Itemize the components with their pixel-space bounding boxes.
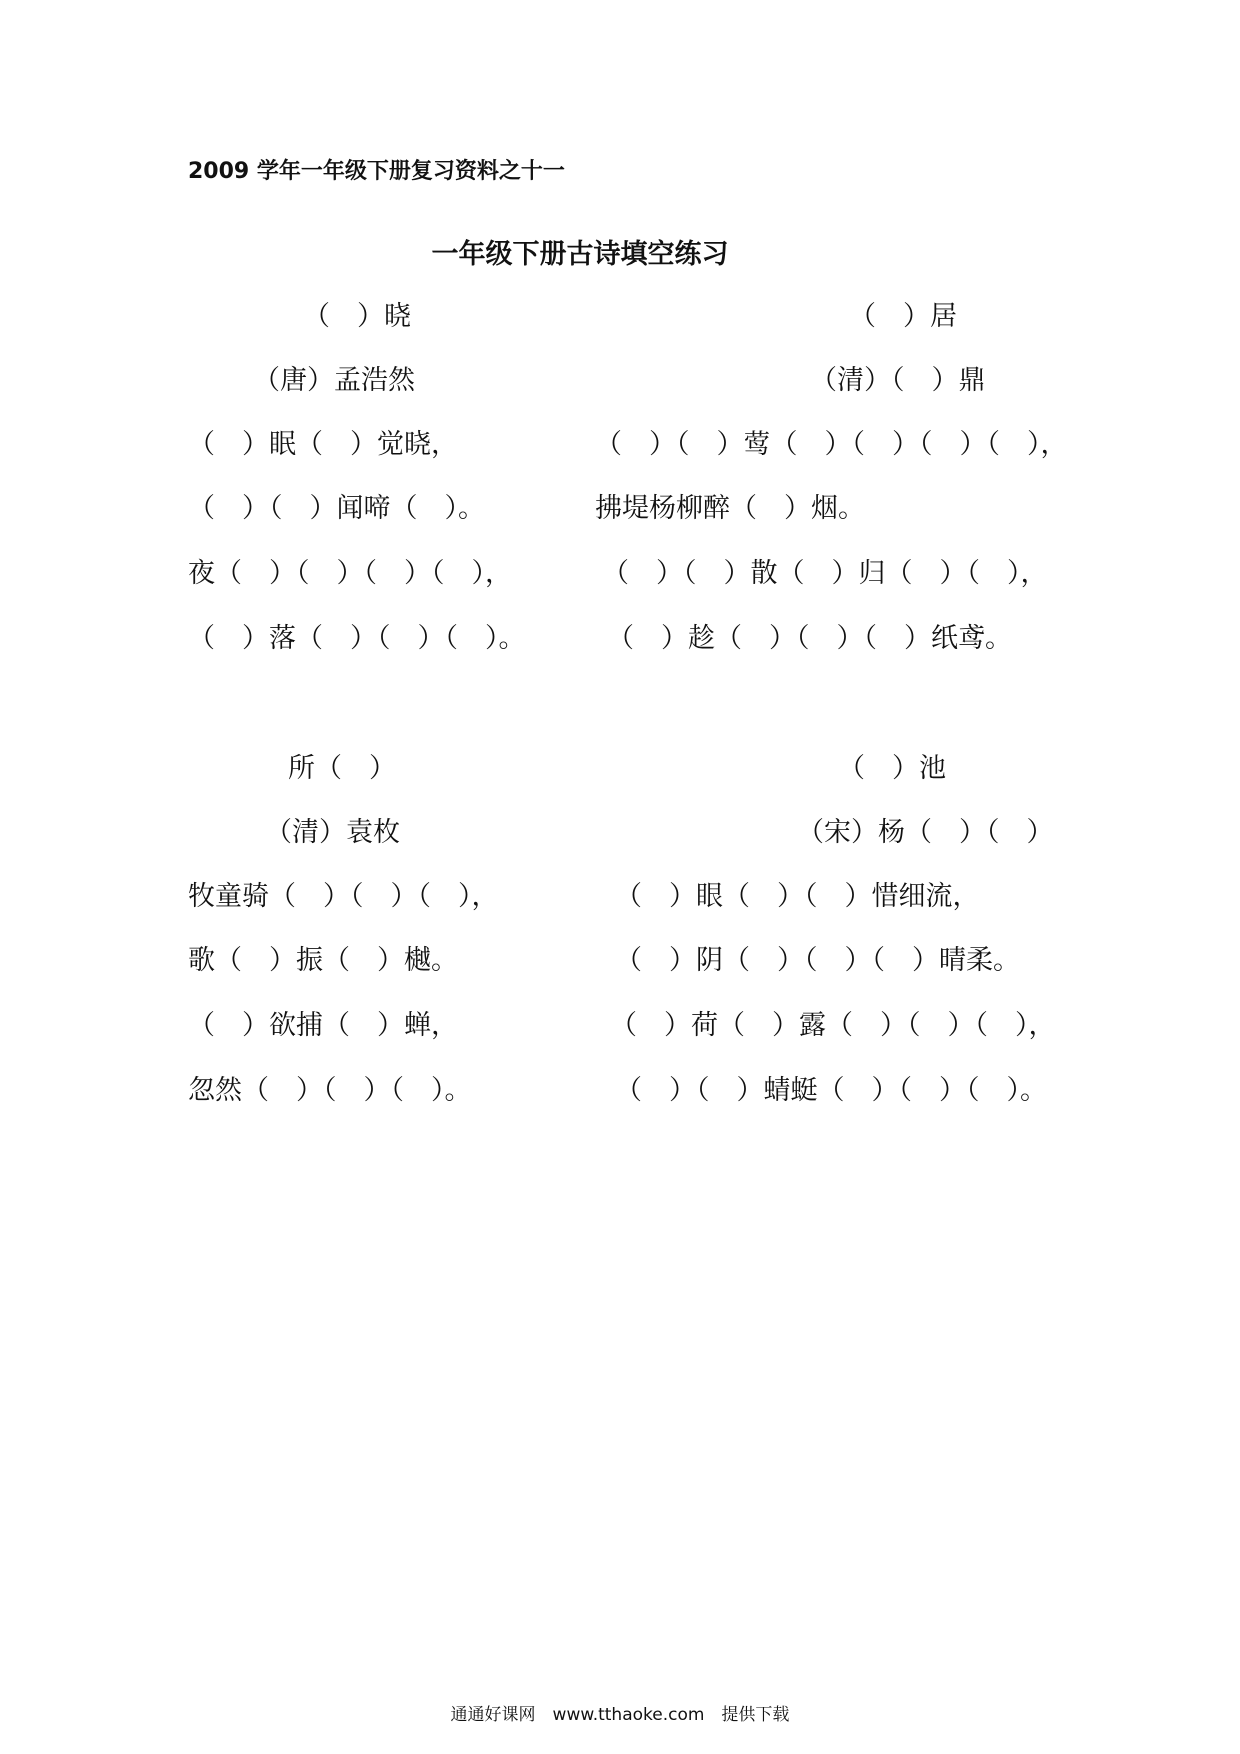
poem-line: （ ）（ ）蜻蜓（ ）（ ）（ ）。 [615,1075,1047,1106]
poem-line: （ ）眠（ ）觉晓， [188,429,458,460]
poem-title: （ ）池 [838,753,946,784]
poem-line: （ ）（ ）散（ ）归（ ）（ ）， [602,558,1048,589]
poem-line: 牧童骑（ ）（ ）（ ）， [188,881,499,912]
poem-title: 所（ ） [288,753,396,784]
page-footer: 通通好课网 www.tthaoke.com 提供下载 [450,1705,790,1725]
poem-line: （ ）眼（ ）（ ）惜细流， [615,881,980,912]
poem-author: （清）袁枚 [265,817,400,848]
poem-line: 夜（ ）（ ）（ ）（ ）， [188,558,512,589]
worksheet-title: 一年级下册古诗填空练习 [431,239,729,270]
poem-author: （清）（ ）鼎 [810,365,986,396]
poem-line: （ ）阴（ ）（ ）（ ）晴柔。 [615,945,1020,976]
poem-line: （ ）荷（ ）露（ ）（ ）（ ）， [610,1010,1056,1041]
poem-title: （ ）居 [849,301,957,332]
poem-line: 拂堤杨柳醉（ ）烟。 [595,493,865,524]
poem-line: （ ）（ ）莺（ ）（ ）（ ）（ ）， [595,429,1068,460]
poem-line: （ ）趁（ ）（ ）（ ）纸鸢。 [607,623,1012,654]
poem-line: （ ）落（ ）（ ）（ ）。 [188,623,526,654]
poem-line: （ ）欲捕（ ）蝉， [188,1010,458,1041]
poem-author: （宋）杨（ ）（ ） [797,817,1054,848]
poem-line: 歌（ ）振（ ）樾。 [188,945,458,976]
poem-author: （唐）孟浩然 [253,365,415,396]
poem-line: （ ）（ ）闻啼（ ）。 [188,493,485,524]
document-header: 2009 学年一年级下册复习资料之十一 [188,159,565,184]
poem-title: （ ）晓 [303,301,411,332]
poem-line: 忽然（ ）（ ）（ ）。 [188,1075,472,1106]
